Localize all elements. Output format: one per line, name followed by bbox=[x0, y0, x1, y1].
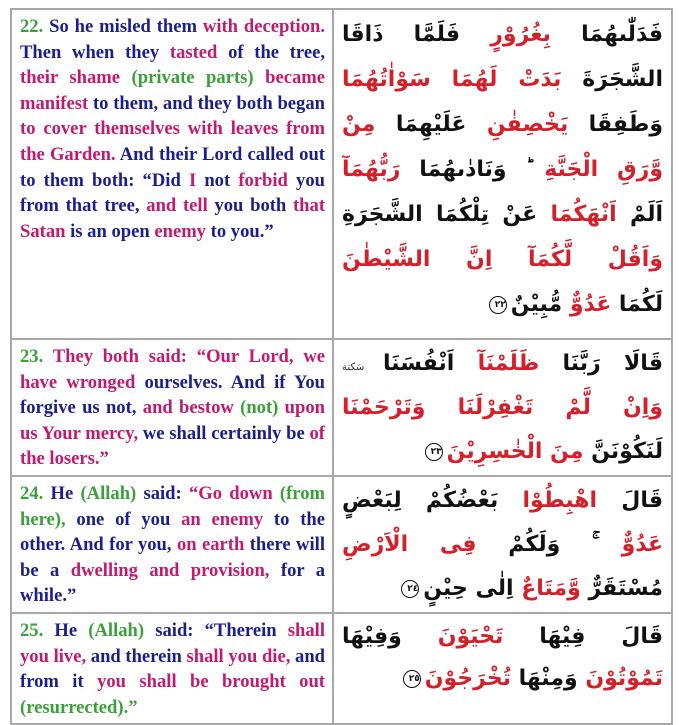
verse-number: 25. bbox=[20, 619, 44, 641]
arabic-line bbox=[342, 386, 663, 430]
translation-segment: for a while.” bbox=[20, 559, 326, 607]
arabic-segment: وَاِنْ لَّمْ تَغْفِرْلَنَا وَتَرْحَمْنَا bbox=[342, 395, 663, 420]
verse-end-marker-icon: ٢٥ bbox=[403, 670, 421, 688]
translation-segment: their shame bbox=[20, 67, 121, 89]
translation-segment: dwelling and provision, bbox=[70, 559, 270, 581]
arabic-segment: فَلَمَّا ذَاقَا bbox=[342, 22, 491, 47]
translation-segment: that Satan bbox=[20, 195, 326, 242]
arabic-line bbox=[342, 192, 663, 237]
arabic-line bbox=[342, 658, 663, 700]
translation-segment: “Go down bbox=[188, 482, 273, 504]
arabic-line bbox=[342, 12, 663, 57]
translation-segment: (Allah) bbox=[80, 482, 137, 504]
arabic-text-cell bbox=[333, 339, 672, 476]
arabic-segment: عَنْ تِلْكُمَا الشَّجَرَةِ bbox=[342, 202, 551, 227]
translation-segment: there will be a bbox=[20, 534, 325, 581]
translation-segment: is an open bbox=[65, 220, 155, 242]
translation-segment: and tell bbox=[146, 195, 208, 217]
translation-segment: He bbox=[43, 619, 89, 641]
verse-end-marker-icon: ٢٤ bbox=[401, 580, 419, 598]
arabic-segment: وَمِنْهَا bbox=[510, 665, 586, 691]
arabic-text-cell bbox=[333, 9, 672, 339]
arabic-line bbox=[342, 523, 663, 567]
arabic-segment: وَّمَتَاعٌ bbox=[521, 575, 581, 601]
arabic-segment: تُخْرَجُوْنَ bbox=[424, 665, 511, 691]
english-translation bbox=[20, 344, 325, 472]
translation-segment: and therein bbox=[86, 645, 187, 667]
arabic-segment: وَاَقُلْ لَّكُمَآ اِنَّ الشَّيْطٰنَ bbox=[342, 247, 663, 272]
arabic-segment: ؕ وَنَادٰىهُمَا bbox=[400, 157, 545, 182]
translation-segment: and bestow bbox=[142, 397, 234, 419]
translation-segment: to you.” bbox=[205, 220, 274, 242]
arabic-line bbox=[342, 616, 663, 658]
arabic-line bbox=[342, 57, 663, 102]
arabic-line bbox=[342, 237, 663, 282]
translation-segment: (Allah) bbox=[88, 619, 145, 641]
english-translation bbox=[20, 618, 325, 720]
arabic-segment: اهْبِطُوْا bbox=[522, 487, 598, 513]
verse-end-marker-icon: ٢٣ bbox=[425, 443, 443, 461]
arabic-segment: عَدُوٌّ bbox=[621, 531, 663, 557]
translation-segment: (not) bbox=[240, 397, 279, 419]
arabic-segment: ۚ وَلَكُمْ bbox=[476, 531, 622, 557]
translation-segment: They both said: “Our Lord, we have wronged bbox=[20, 346, 325, 393]
arabic-segment: وَّرَقِ الْجَنَّةِ bbox=[544, 157, 663, 182]
arabic-line bbox=[342, 147, 663, 192]
verse-number: 24. bbox=[20, 482, 44, 504]
translation-segment: became manifest bbox=[20, 67, 325, 114]
arabic-line bbox=[342, 567, 663, 611]
translation-segment: upon us Your mercy, bbox=[20, 397, 325, 444]
quran-translation-page bbox=[10, 8, 671, 717]
translation-segment: with deception. bbox=[202, 16, 325, 37]
arabic-segment: قَالَ فِيْهَا bbox=[503, 623, 663, 649]
arabic-segment: اَنْهَكُمَا bbox=[550, 202, 617, 227]
english-translation bbox=[20, 14, 325, 244]
translation-segment: I bbox=[188, 169, 197, 191]
english-translation-cell bbox=[11, 9, 333, 339]
arabic-segment: عَدُوٌّ bbox=[569, 292, 612, 317]
translation-segment: said: “Therein bbox=[144, 619, 288, 641]
arabic-segment: بَدَتْ لَهُمَا سَوْاٰتُهُمَا bbox=[342, 67, 562, 92]
translation-segment: And their Lord called out to them both: “Did bbox=[20, 143, 325, 191]
translation-segment: (from here), bbox=[20, 482, 325, 530]
arabic-segment: الشَّجَرَةَ bbox=[561, 67, 663, 92]
arabic-line bbox=[342, 479, 663, 523]
translation-segment: you from that tree, bbox=[20, 169, 325, 217]
arabic-segment: تَحْيَوْنَ bbox=[437, 623, 504, 649]
translation-segment: you shall be brought out bbox=[97, 671, 325, 693]
translation-segment: you both bbox=[207, 195, 293, 217]
arabic-verse bbox=[342, 479, 663, 611]
translation-segment: one of you bbox=[65, 508, 182, 530]
translation-segment: and from it bbox=[20, 645, 326, 693]
translation-segment: said: bbox=[136, 482, 189, 504]
arabic-line bbox=[342, 430, 663, 474]
english-translation-cell bbox=[11, 476, 333, 613]
translation-segment: an enemy bbox=[181, 508, 264, 530]
arabic-segment: مِنْ bbox=[342, 112, 376, 137]
translation-segment: So he misled them bbox=[43, 16, 203, 37]
translation-segment: (resurrected).” bbox=[20, 696, 138, 718]
english-translation bbox=[20, 481, 325, 609]
english-translation-cell bbox=[11, 339, 333, 476]
translation-segment: to the other. And for you, bbox=[20, 508, 325, 556]
arabic-verse bbox=[342, 616, 663, 700]
translation-segment: to cover themselves with leaves from the Garden. bbox=[20, 118, 325, 165]
english-translation-cell bbox=[11, 613, 333, 724]
translation-segment: ourselves. And if You forgive us not, bbox=[20, 371, 325, 419]
arabic-segment: لَنَكُوْنَنَّ bbox=[583, 439, 663, 464]
arabic-verse bbox=[342, 342, 663, 474]
translation-segment bbox=[120, 67, 132, 88]
arabic-segment: تَمُوْتُوْنَ bbox=[585, 665, 663, 691]
translation-segment bbox=[273, 483, 280, 504]
translation-segment: of the losers.” bbox=[20, 422, 325, 470]
translation-segment: forbid bbox=[238, 169, 288, 191]
verse-row bbox=[11, 339, 672, 476]
arabic-text-cell bbox=[333, 613, 672, 724]
verse-row bbox=[11, 9, 672, 339]
translation-segment: of the tree, bbox=[217, 41, 326, 63]
translation-segment: enemy bbox=[154, 220, 206, 242]
arabic-text-cell bbox=[333, 476, 672, 613]
arabic-line bbox=[342, 282, 663, 327]
translation-segment: tasted bbox=[169, 41, 218, 63]
arabic-segment: بَعْضُكُمْ لِبَعْضٍ bbox=[342, 487, 523, 513]
arabic-segment: يَخْصِفٰنِ bbox=[486, 112, 569, 137]
arabic-segment: ظَلَمْنَآ bbox=[477, 351, 540, 376]
verse-end-marker-icon: ٢٢ bbox=[489, 296, 507, 314]
arabic-segment: فِى الْاَرْضِ bbox=[342, 531, 477, 557]
arabic-segment: وَطَفِقَا bbox=[568, 112, 663, 137]
verse-row bbox=[11, 613, 672, 724]
arabic-segment: قَالَ bbox=[597, 487, 663, 513]
translation-segment: we shall certainly be bbox=[138, 422, 310, 444]
arabic-segment: وَفِيْهَا bbox=[342, 623, 438, 649]
translation-segment: (private parts) bbox=[131, 67, 254, 89]
arabic-segment: مُّبِيْنٌ bbox=[510, 292, 570, 317]
arabic-verse bbox=[342, 12, 663, 327]
arabic-segment: رَبُّهُمَآ bbox=[342, 157, 401, 182]
arabic-line bbox=[342, 342, 663, 386]
arabic-segment: اَنْفُسَنَا bbox=[383, 351, 478, 376]
verse-number: 23. bbox=[20, 346, 44, 367]
translation-segment: not bbox=[196, 169, 239, 191]
translation-segment: shall you die, bbox=[186, 645, 291, 667]
arabic-segment: عَلَيْهِمَا bbox=[375, 112, 487, 137]
translation-segment: He bbox=[43, 482, 81, 504]
verse-number: 22. bbox=[20, 16, 44, 37]
arabic-segment: فَدَلّٰىهُمَا bbox=[550, 22, 663, 47]
translation-segment: Then when they bbox=[20, 41, 170, 63]
translation-segment: shall you live, bbox=[20, 619, 325, 667]
verse-table bbox=[10, 8, 673, 725]
pause-mark: سَكتة bbox=[342, 362, 384, 373]
arabic-segment: بِغُرُوْرٍ bbox=[490, 22, 551, 47]
arabic-segment: اِلٰى حِيْنٍ bbox=[423, 575, 522, 601]
arabic-line bbox=[342, 102, 663, 147]
arabic-segment: لَكُمَا bbox=[611, 292, 663, 317]
translation-segment: to them, and they both began bbox=[88, 92, 325, 114]
arabic-segment: قَالَا رَبَّنَا bbox=[539, 351, 663, 376]
arabic-segment: اَلَمْ bbox=[616, 202, 663, 227]
verse-row bbox=[11, 476, 672, 613]
translation-segment: on earth bbox=[176, 534, 245, 556]
arabic-segment: مِنَ الْخٰسِرِيْنَ bbox=[446, 439, 584, 464]
arabic-segment: مُسْتَقَرٌّ bbox=[580, 575, 663, 601]
